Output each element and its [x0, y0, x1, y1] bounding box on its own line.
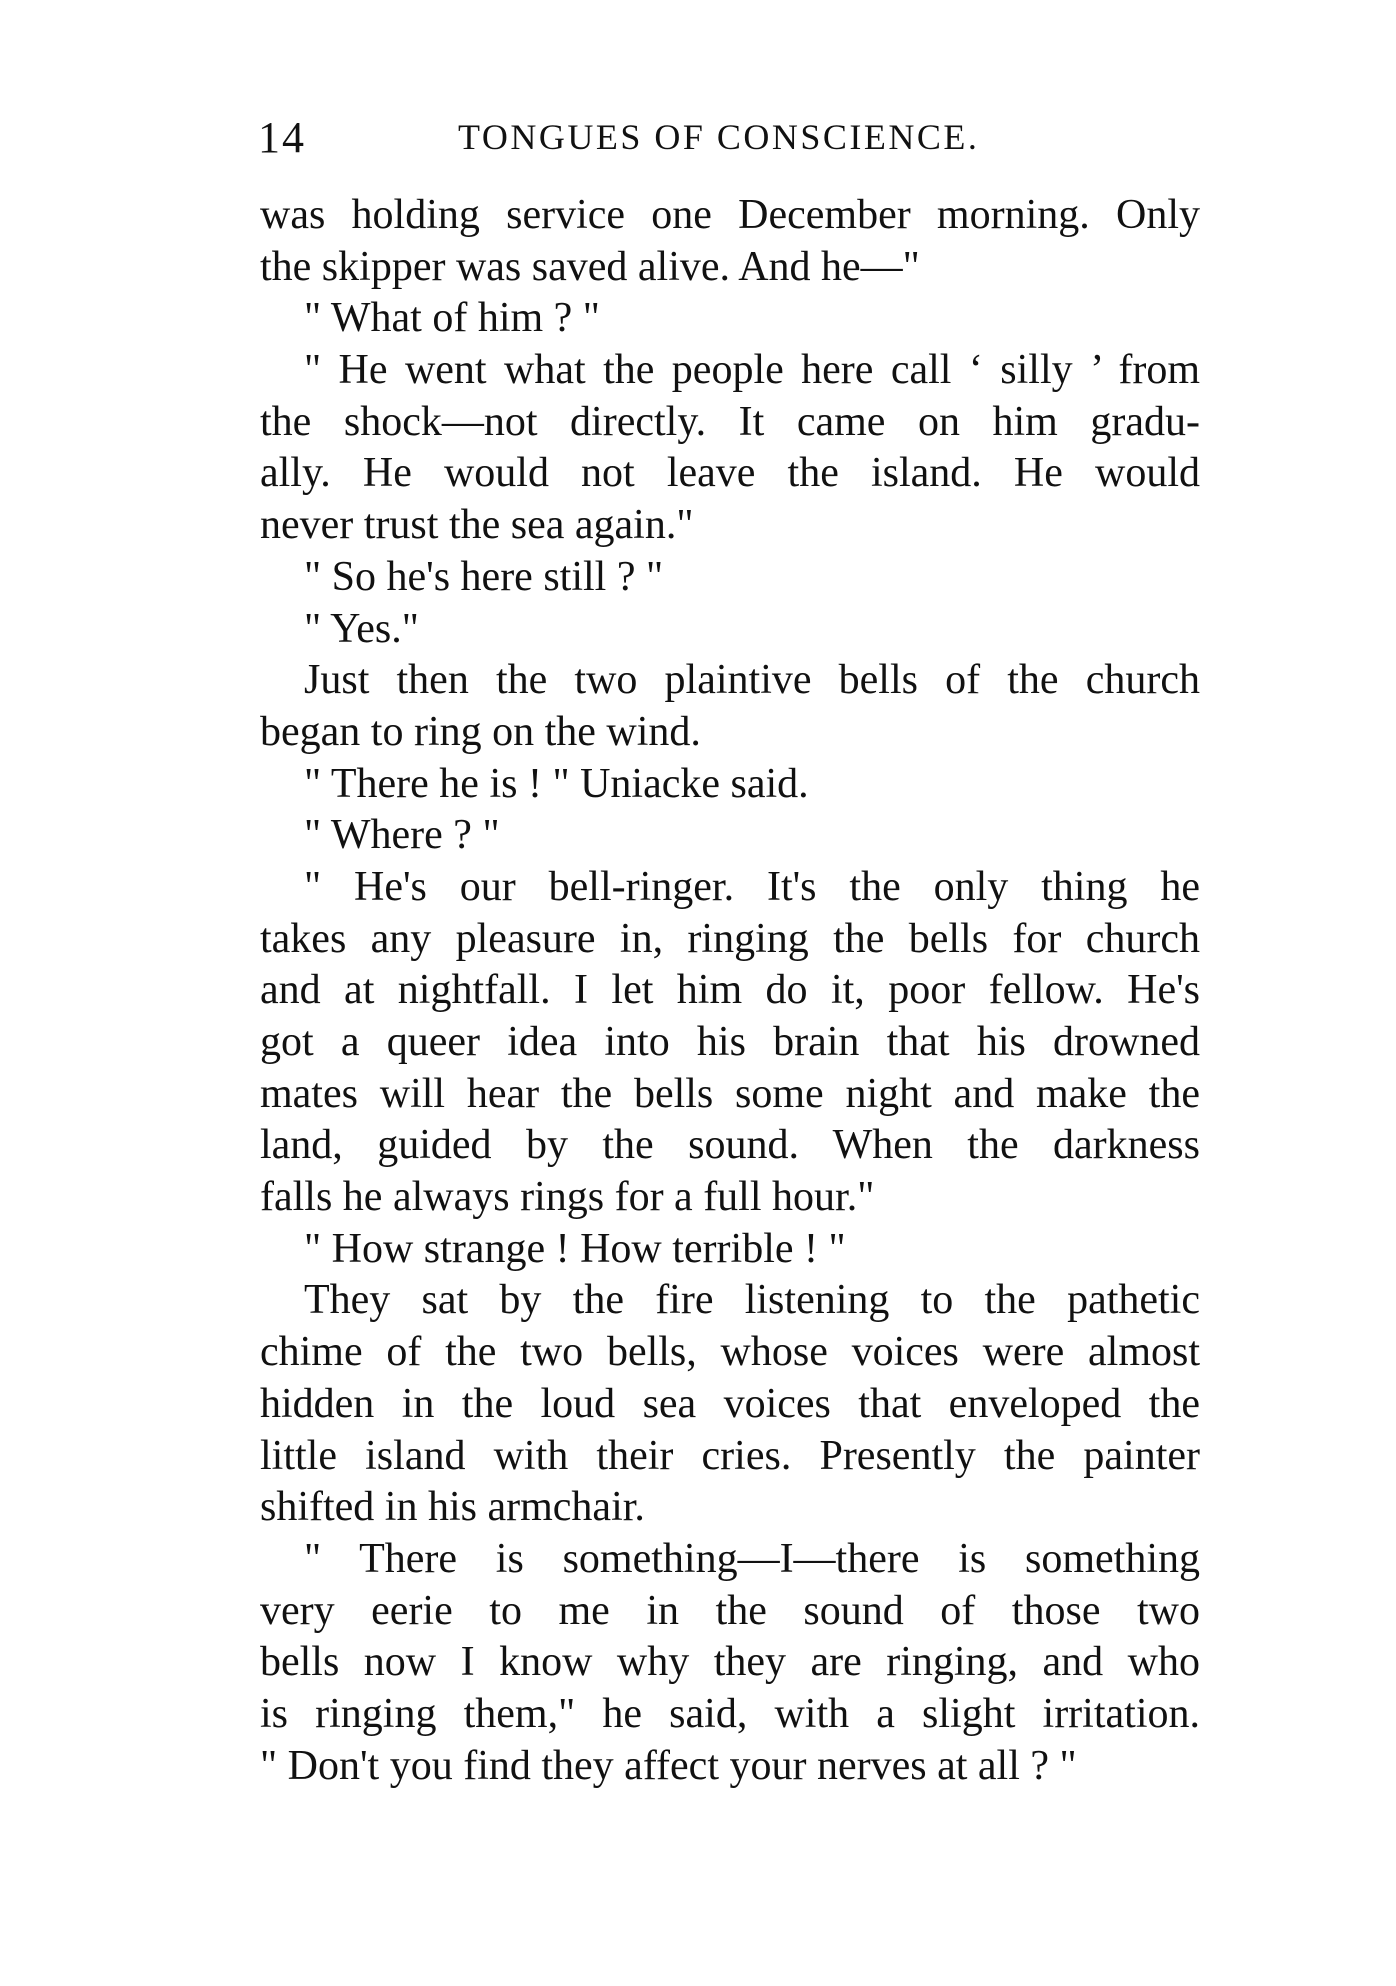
text-line: " He's our bell-ringer. It's the only thing he [304, 863, 1200, 910]
running-title: TONGUES OF CONSCIENCE. [458, 117, 980, 157]
text-line: and at nightfall. I let him do it, poor fellow. He's [260, 967, 1200, 1014]
text-line: hidden in the loud sea voices that enveloped the [260, 1380, 1200, 1427]
body-text [260, 190, 1200, 1792]
text-line: " So he's here still ? " [304, 553, 664, 600]
text-line: " What of him ? " [304, 295, 600, 342]
text-line: Just then the two plaintive bells of the church [304, 657, 1200, 704]
text-line: got a queer idea into his brain that his drowned [260, 1019, 1200, 1065]
text-line: bells now I know why they are ringing, and who [260, 1639, 1200, 1686]
text-line: " Where ? " [304, 812, 500, 859]
text-line: " Don't you find they affect your nerves at all ? " [260, 1742, 1077, 1789]
text-line: ally. He would not leave the island. He would [260, 450, 1200, 497]
text-line: They sat by the fire listening to the pathetic [304, 1277, 1200, 1324]
text-line: little island with their cries. Presently the painter [260, 1432, 1200, 1479]
page-number: 14 [258, 113, 306, 162]
text-line: " He went what the people here call ‘ silly ’ from [304, 347, 1200, 394]
text-line: " There he is ! " Uniacke said. [304, 760, 809, 807]
text-line: falls he always rings for a full hour." [260, 1174, 875, 1221]
text-line: began to ring on the wind. [260, 708, 701, 755]
text-line: is ringing them," he said, with a slight irritation. [260, 1690, 1200, 1737]
text-line: " There is something—I—there is something [304, 1535, 1200, 1582]
text-line: never trust the sea again." [260, 502, 694, 549]
text-line: chime of the two bells, whose voices were almost [260, 1329, 1200, 1376]
text-line: shifted in his armchair. [260, 1484, 645, 1531]
text-line: " How strange ! How terrible ! " [304, 1225, 846, 1272]
text-line: the shock—not directly. It came on him gradu- [260, 398, 1200, 445]
text-line: land, guided by the sound. When the darkness [260, 1122, 1200, 1169]
text-line: was holding service one December morning. Only [260, 192, 1200, 238]
text-line: takes any pleasure in, ringing the bells for church [260, 915, 1200, 962]
text-line: the skipper was saved alive. And he—" [260, 243, 920, 290]
text-line: very eerie to me in the sound of those two [260, 1587, 1200, 1634]
running-head [258, 112, 1218, 168]
text-line: mates will hear the bells some night and make the [260, 1070, 1200, 1117]
text-line: " Yes." [304, 605, 419, 652]
